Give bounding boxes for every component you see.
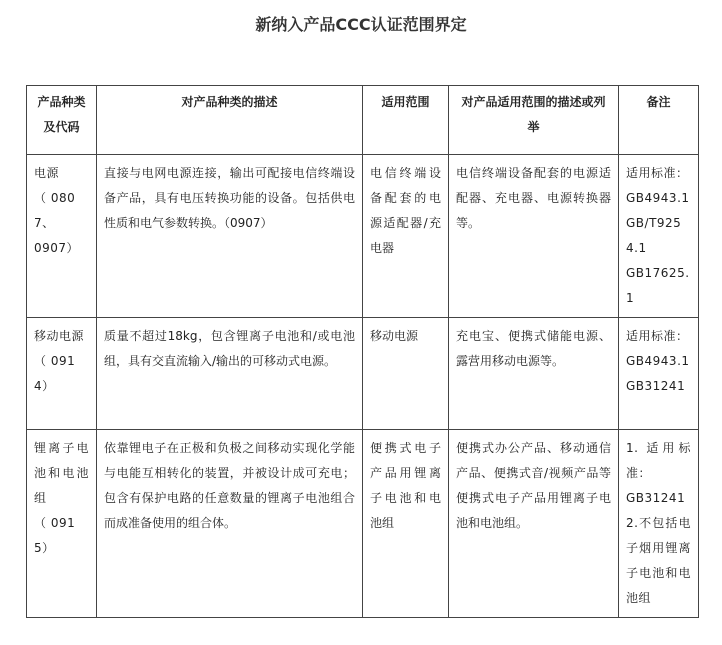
- notes-line: GB4943.1: [626, 354, 690, 368]
- code-line: 5）: [34, 541, 55, 555]
- scope-cell: 电信终端设备配套的电源适配器/充电器: [363, 155, 449, 318]
- examples-cell: 便携式办公产品、移动通信产品、便携式音/视频产品等便携式电子产品用锂离子电池和电池组。: [449, 430, 619, 618]
- scope-cell: 便携式电子产品用锂离子电池和电池组: [363, 430, 449, 618]
- notes-line: 适用标准：: [626, 329, 689, 343]
- table-header-row: [27, 86, 699, 155]
- scope-table: [26, 85, 699, 618]
- product-code-cell: [27, 318, 97, 430]
- code-line: 7、: [34, 216, 55, 230]
- notes-line: GB31241: [626, 491, 686, 505]
- product-code-cell: [27, 155, 97, 318]
- description-cell: 直接与电网电源连接，输出可配接电信终端设备产品，具有电压转换功能的设备。包括供电性质和电气参数转换。（0907）: [97, 155, 363, 318]
- header-scope: 适用范围: [363, 86, 449, 155]
- notes-line: 适用标准：: [626, 166, 689, 180]
- table-row: [27, 155, 699, 318]
- notes-cell: [619, 430, 699, 618]
- header-description: 对产品种类的描述: [97, 86, 363, 155]
- code-line: 4）: [34, 379, 55, 393]
- code-line: 电源: [34, 166, 60, 180]
- header-code: 产品种类及代码: [27, 86, 97, 155]
- code-line: （ 091: [34, 354, 76, 368]
- table-row: [27, 430, 699, 618]
- notes-line: GB/T9254.1: [626, 216, 682, 255]
- notes-line: 1. 适用标准：: [626, 441, 691, 480]
- code-line: 0907）: [34, 241, 80, 255]
- notes-line: 2.不包括电子烟用锂离子电池和电池组: [626, 516, 691, 605]
- description-cell: 质量不超过18kg，包含锂离子电池和/或电池组，具有交直流输入/输出的可移动式电源。: [97, 318, 363, 430]
- code-line: 锂离子电池和电池组: [34, 441, 89, 505]
- scope-cell: 移动电源: [363, 318, 449, 430]
- code-line: 移动电源: [34, 329, 85, 343]
- page-title: 新纳入产品CCC认证范围界定: [255, 15, 467, 34]
- notes-cell: [619, 155, 699, 318]
- notes-line: GB31241: [626, 379, 686, 393]
- code-line: （ 080: [34, 191, 76, 205]
- notes-cell: [619, 318, 699, 430]
- code-line: （ 091: [34, 516, 76, 530]
- header-notes: 备注: [619, 86, 699, 155]
- examples-cell: 电信终端设备配套的电源适配器、充电器、电源转换器等。: [449, 155, 619, 318]
- header-examples: 对产品适用范围的描述或列举: [449, 86, 619, 155]
- examples-cell: 充电宝、便携式储能电源、露营用移动电源等。: [449, 318, 619, 430]
- description-cell: 依靠锂电子在正极和负极之间移动实现化学能与电能互相转化的装置，并被设计成可充电；包含有保护电路的任意数量的锂离子电池组合而成准备使用的组合体。: [97, 430, 363, 618]
- notes-line: GB4943.1: [626, 191, 690, 205]
- table-row: [27, 318, 699, 430]
- notes-line: GB17625.1: [626, 266, 690, 305]
- product-code-cell: [27, 430, 97, 618]
